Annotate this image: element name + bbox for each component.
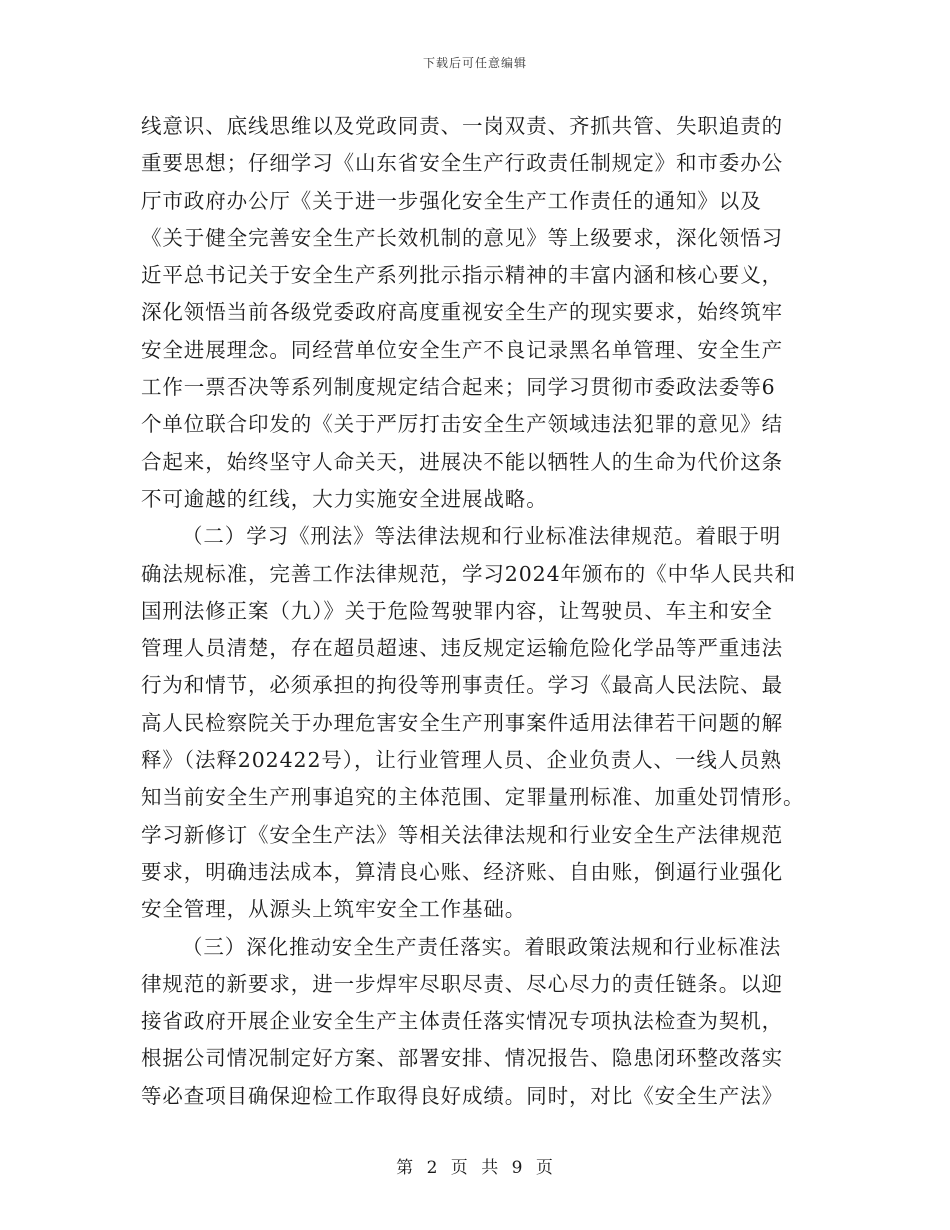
text-line: （三）深化推动安全生产责任落实。着眼政策法规和行业标准法 [182,934,782,959]
text-line: 个单位联合印发的《关于严厉打击安全生产领域违法犯罪的意见》结 [141,412,783,437]
text-line: 接省政府开展企业安全生产主体责任落实情况专项执法检查为契机， [141,1009,783,1034]
text-line: 《关于健全完善安全生产长效机制的意见》等上级要求，深化领悟习 [141,225,783,250]
text-line: 合起来，始终坚守人命关天，进展决不能以牺牲人的生命为代价这条 [141,449,783,474]
text-line: 工作一票否决等系列制度规定结合起来；同学习贯彻市委政法委等6 [141,375,776,400]
page-number [0,1153,950,1178]
text-line: （二）学习《刑法》等法律法规和行业标准法律规范。着眼于明 [182,524,782,549]
total-word: 共 [481,1158,500,1178]
text-line: 安全进展理念。同经营单位安全生产不良记录黑名单管理、安全生产 [141,337,783,362]
text-line: 等必查项目确保迎检工作取得良好成绩。同时，对比《安全生产法》 [141,1083,783,1108]
text-line: 知当前安全生产刑事追究的主体范围、定罪量刑标准、加重处罚情形。 [141,785,805,810]
text-line: 行为和情节，必须承担的拘役等刑事责任。学习《最高人民法院、最 [141,673,783,698]
text-line: 安全管理，从源头上筑牢安全工作基础。 [141,897,527,922]
text-line: 国刑法修正案（九）》关于危险驾驶罪内容，让驾驶员、车主和安全 [141,598,773,623]
document-body [141,108,805,1115]
current-page: 2 [426,1158,439,1178]
text-line: 不可逾越的红线，大力实施安全进展战略。 [141,486,548,511]
text-line: 律规范的新要求，进一步焊牢尽职尽责、尽心尽力的责任链条。以迎 [141,971,783,996]
text-line: 管理人员清楚，存在超员超速、违反规定运输危险化学品等严重违法 [141,636,783,661]
text-line: 学习新修订《安全生产法》等相关法律法规和行业安全生产法律规范 [141,822,783,847]
paragraph [141,929,801,1115]
text-line: 确法规标准，完善工作法律规范，学习2024年颁布的《中华人民共和 [141,561,796,586]
total-pages: 9 [511,1158,524,1178]
page-header: 下载后可任意编辑 [422,56,527,70]
text-line: 近平总书记关于安全生产系列批示指示精神的丰富内涵和核心要义， [141,263,783,288]
text-line: 根据公司情况制定好方案、部署安排、情况报告、隐患闭环整改落实 [141,1046,783,1071]
page-unit: 页 [450,1158,469,1178]
paragraph [141,108,801,518]
page-number-suffix: 页 [535,1158,554,1178]
text-line: 深化领悟当前各级党委政府高度重视安全生产的现实要求，始终筑牢 [141,300,783,325]
text-line: 线意识、底线思维以及党政同责、一岗双责、齐抓共管、失职追责的 [141,114,783,138]
text-line: 高人民检察院关于办理危害安全生产刑事案件适用法律若干问题的解 [141,710,783,735]
text-line: 释》（法释202422号），让行业管理人员、企业负责人、一线人员熟 [141,748,782,773]
text-line: 厅市政府办公厅《关于进一步强化安全生产工作责任的通知》以及 [141,188,762,213]
text-line: 重要思想；仔细学习《山东省安全生产行政责任制规定》和市委办公 [141,151,783,176]
paragraph [141,518,805,928]
page-number-prefix: 第 [396,1158,415,1178]
text-line: 要求，明确违法成本，算清良心账、经济账、自由账，倒逼行业强化 [141,859,783,884]
